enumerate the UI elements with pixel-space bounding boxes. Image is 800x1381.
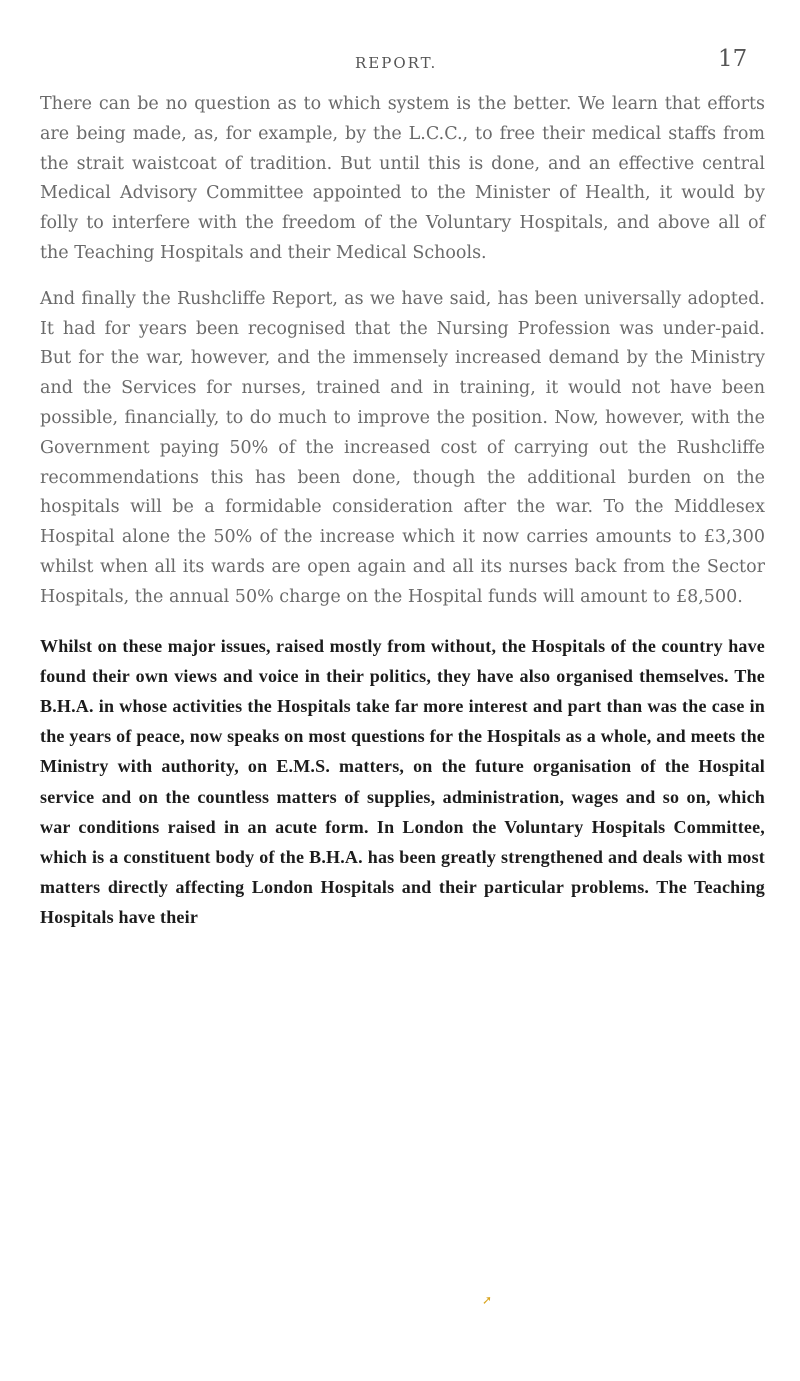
body-text <box>40 90 765 933</box>
ink-mark: ➚ <box>482 1293 493 1307</box>
running-head: REPORT. <box>355 54 438 72</box>
paragraph: There can be no question as to which system is the better. We learn that efforts are being made, as, for example, by the L.C.C., to free their medical staffs from the strait waistcoat of tradition. But until this is done, and an effective central Medical Advisory Committee appointed to the Minister of Health, it would by folly to interfere with the freedom of the Voluntary Hospitals, and above all of the Teaching Hospitals and their Medical Schools. <box>40 94 765 263</box>
page-header <box>0 44 800 74</box>
paragraph: Whilst on these major issues, raised mostly from without, the Hospitals of the country have found their own views and voice in their politics, they have also organised themselves. The B.H.A. in whose activities the Hospitals take far more interest and part than was the case in the years of peace, now speaks on most questions for the Hospitals as a whole, and meets the Ministry with authority, on E.M.S. matters, on the future organisation of the Hospital service and on the countless matters of supplies, administration, wages and so on, which war conditions raised in an acute form. In London the Voluntary Hospitals Committee, which is a constituent body of the B.H.A. has been greatly strengthened and deals with most matters directly affecting London Hospitals and their particular problems. The Teaching Hospitals have their <box>40 635 765 928</box>
page-number: 17 <box>718 46 748 72</box>
paragraph: And finally the Rushcliffe Report, as we have said, has been universally adopted. It had for years been recognised that the Nursing Profession was under-paid. But for the war, however, and the immensely increased demand by the Ministry and the Services for nurses, trained and in training, it would not have been possible, financially, to do much to improve the position. Now, however, with the Government paying 50% of the increased cost of carrying out the Rushcliffe recommendations this has been done, though the additional burden on the hospitals will be a formidable consideration after the war. To the Middlesex Hospital alone the 50% of the increase which it now carries amounts to £3,300 whilst when all its wards are open again and all its nurses back from the Sector Hospitals, the annual 50% charge on the Hospital funds will amount to £8,500. <box>40 288 765 607</box>
